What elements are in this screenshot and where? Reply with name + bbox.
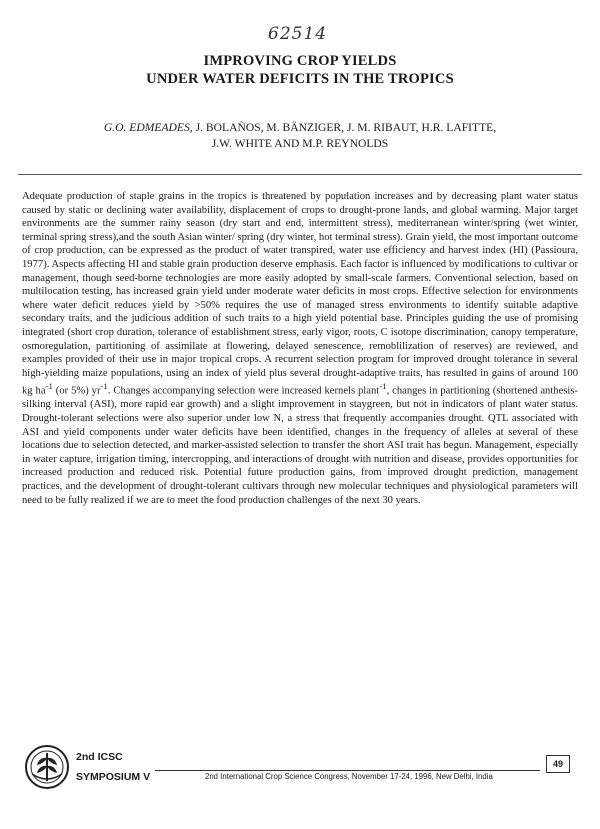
paper-title bbox=[0, 52, 600, 88]
abstract-text bbox=[22, 190, 578, 507]
abstract-part-1: Adequate production of staple grains in the tropics is threatened by population increases and by decreasing plant water status caused by static or declining water availability, displacement of crops to drought-prone lands, and global warming. Major target environments are the summer rainy season (dry start and end, intermittent stress), mediterranean winter/spring (wet winter, terminal spring stress),and the south Asian winter/ spring (dry winter, hot terminal stress). Grain yield, the most important outcome of crop production, can be expressed as the product of water transpired, water use efficiency and harvest index (HI) (Passioura, 1977). Aspects affecting HI and stable grain production deserve emphasis. Each factor is influenced by modifications to cultivar or management, though seed-borne technologies are more easily adopted by small-scale farmers. Conventional selection, based on multilocation testing, has increased grain yield under moderate water deficits in most crops. Effective selection for environments where water deficit reduces yield by >50% requires the use of managed stress environments to identify suitable adaptive secondary traits, and the judicious addition of such traits to a high yield potential base. Principles guiding the use of promising integrated (short crop duration, tolerance of establishment stress, early vigor, roots, C isotope discrimination, canopy temperature, osmoregulation, partitioning of assimilate at flowering, delayed senescence, remoblilization of reserves) are reviewed, and examples provided of their use in major tropical crops. A recurrent selection program for improved drought tolerance in several high-yielding maize populations, using an index of yield plus several drought-adaptive traits, has resulted in gains of around 100 kg ha bbox=[22, 191, 578, 397]
footer-divider bbox=[155, 770, 540, 771]
lead-author: G.O. EDMEADES bbox=[103, 121, 190, 134]
abstract-part-4: , changes in partitioning (shortened anthesis-silking interval (ASI), more rapid ear growth) and a slight improvement in staygreen, but not in indicators of plant water status. Drought-tolerant selections were also superior under low N, a stress that frequently accompanies drought. QTL associated with ASI and yield components under water deficits have been identified, changes in the frequency of alleles at several of these locations due to selection detected, and marker-assisted selection to transfer the short ASI trait has begun. Management, especially in water capture, irrigation timing, intercropping, and interactions of drought with nutrition and disease, provides opportunities for increased production and reduced risk. Potential future production gains, from improved drought prediction, management practices, and the development of drought-tolerant cultivars through new molecular techniques and physiological parameters will need to be fully realized if we are to meet the food production challenges of the next 30 years. bbox=[22, 385, 578, 506]
title-line-1: IMPROVING CROP YIELDS bbox=[203, 53, 397, 69]
superscript-2: -1 bbox=[100, 381, 108, 392]
abstract-part-2: (or 5%) yr bbox=[52, 385, 101, 397]
header-divider bbox=[18, 174, 582, 175]
authors-line-2: J.W. WHITE AND M.P. REYNOLDS bbox=[211, 137, 389, 150]
superscript-3: -1 bbox=[379, 381, 387, 392]
congress-logo-icon bbox=[24, 744, 70, 790]
page-number: 49 bbox=[546, 755, 570, 773]
symposium-name: SYMPOSIUM V bbox=[76, 771, 151, 783]
title-line-2: UNDER WATER DEFICITS IN THE TROPICS bbox=[146, 71, 454, 87]
author-list bbox=[0, 120, 600, 152]
footer-citation: 2nd International Crop Science Congress, November 17-24, 1996, New Delhi, India bbox=[205, 772, 493, 781]
co-authors-1: , J. BOLAÑOS, M. BÄNZIGER, J. M. RIBAUT, H.R. LAFITTE, bbox=[189, 121, 497, 134]
authors-line-1 bbox=[0, 120, 600, 136]
superscript-1: -1 bbox=[45, 381, 53, 392]
handwritten-note: 62514 bbox=[268, 24, 328, 44]
abstract-part-3: . Changes accompanying selection were increased kernels plant bbox=[107, 385, 380, 397]
conference-name: 2nd ICSC bbox=[76, 751, 123, 763]
